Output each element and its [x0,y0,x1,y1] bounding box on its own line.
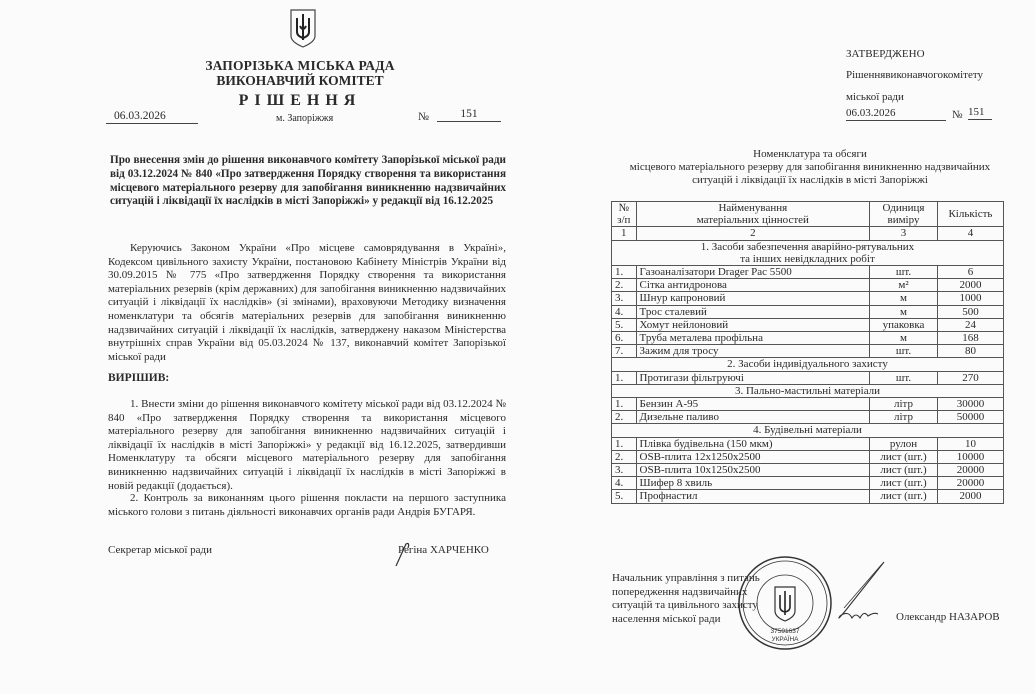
table-row: 3. OSB-плита 10x1250x2500 лист (шт.) 20000 [612,464,1004,477]
organization-subdivision: ВИКОНАВЧИЙ КОМІТЕТ [216,73,384,88]
head-position: Начальник управління з питань попередження надзвичайних ситуацій та цивільного захисту населення міської ради [612,572,760,625]
approval-line-3: міської ради [846,91,904,103]
table-row: 5. Профнастил лист (шт.) 2000 [612,490,1004,503]
column-numbers-row: 1 2 3 4 [612,227,1004,240]
table-row: 7. Зажим для тросу шт. 80 [612,345,1004,358]
approval-number-label: № [952,109,963,121]
approval-word: Рішення [846,69,886,81]
title-line: Номенклатура та обсяги [753,148,867,160]
number-label: № [418,111,429,123]
table-row: 4. Трос сталевий м 500 [612,305,1004,318]
approval-date: 06.03.2026 [846,107,946,121]
table-row: 4. Шифер 8 хвиль лист (шт.) 20000 [612,477,1004,490]
handwritten-signature-icon [826,560,886,630]
section-header: 4. Будівельні матеріали [612,424,1004,437]
head-name: Олександр НАЗАРОВ [896,611,1000,623]
approval-number: 151 [968,106,992,120]
header-quantity: Кількість [937,202,1003,227]
table-row: 1. Протигази фільтруючі шт. 270 [612,371,1004,384]
section-header: 3. Пально-мастильні матеріали [612,384,1004,397]
table-row: 1. Плівка будівельна (150 мкм) рулон 10 [612,437,1004,450]
approval-word: виконавчого [885,69,944,81]
title-line: місцевого матеріального резерву для запобігання виникненню надзвичайних [629,161,991,173]
approval-word: комітету [943,69,983,81]
resolution-item-1: 1. Внести зміни до рішення виконавчого комітету міської ради від 03.12.2024 № 840 «Про затвердження Порядку створення та використання місцевого матеріального резерву для запобігання виникненню надзвичайних ситуацій і ліквідації їх наслідків в місті Запоріжжі» у редакції від 16.12.2025, затвердивши Номенклатуру та обсяги місцевого матеріального резерву для запобігання виникненню надзвичайних ситуацій і ліквідації їх наслідків в місті Запоріжжі в новій редакції (додається). [108,398,506,492]
table-row: 6. Труба металева профільна м 168 [612,332,1004,345]
title-line: ситуацій і ліквідації їх наслідків в місті Запоріжжі [692,174,928,186]
table-row: 3. Шнур капроновий м 1000 [612,292,1004,305]
table-row: 2. OSB-плита 12x1250x2500 лист (шт.) 10000 [612,450,1004,463]
decision-subject: Про внесення змін до рішення виконавчого комітету Запорізької міської ради від 03.12.2024 № 840 «Про затвердження Порядку створення та використання місцевого матеріального резерву для запобігання виникненню надзвичайних ситуацій і ліквідації їх наслідків в місті Запоріжжі» у редакції від 16.12.2025 [110,154,506,208]
official-stamp-icon [737,555,833,651]
section-header: 1. Засоби забезпечення аварійно-рятувальних та інших невідкладних робіт [612,240,1004,265]
city-label: м. Запоріжжя [276,113,334,124]
header-number: № з/п [612,202,637,227]
table-header-row [612,202,1004,227]
approval-line-2 [846,69,982,81]
signatory-name: Регіна ХАРЧЕНКО [398,544,489,556]
preamble-paragraph: Керуючись Законом України «Про місцеве самоврядування в Україні», Кодексом цивільного захисту України, постановою Кабінету Міністрів України від 30.09.2015 № 775 «Про затвердження Порядку створення та використання матеріальних резервів (крім державних) для запобігання виникненню надзвичайних ситуацій і ліквідації їх наслідків» (зі змінами), враховуючи Методику визначення номенклатури та обсягів матеріальних резервів для запобігання виникненню надзвичайних ситуацій і ліквідації їх наслідків, затверджену наказом Міністерства внутрішніх справ України від 05.03.2024 № 137, виконавчий комітет Запорізької міської ради [108,242,506,363]
table-row: 5. Хомут нейлоновий упаковка 24 [612,318,1004,331]
nomenclature-title [600,148,1020,187]
document-type-title: РІШЕННЯ [238,92,362,109]
coat-of-arms-icon [289,8,317,48]
decision-number: 151 [437,107,501,122]
header-unit: Одиниця виміру [870,202,938,227]
resolution-item-2: 2. Контроль за виконанням цього рішення покласти на першого заступника міського голови з питань діяльності виконавчих органів ради Андрія БУГАРЯ. [108,492,506,518]
signatory-position: Секретар міської ради [108,544,213,556]
organization-name: ЗАПОРІЗЬКА МІСЬКА РАДА [205,58,395,73]
decision-date: 06.03.2026 [106,110,198,124]
section-header: 2. Засоби індивідуального захисту [612,358,1004,371]
resolved-heading: ВИРІШИВ: [108,372,170,384]
nomenclature-table [611,201,1004,504]
approval-label: ЗАТВЕРДЖЕНО [846,48,925,60]
table-row: 2. Сітка антидронова м² 2000 [612,279,1004,292]
svg-text:37591637: 37591637 [770,628,800,635]
table-row: 1. Газоаналізатори Drager Pac 5500 шт. 6 [612,266,1004,279]
header-name: Найменування матеріальних цінностей [636,202,870,227]
svg-text:УКРАЇНА: УКРАЇНА [771,636,799,643]
table-row: 2. Дизельне паливо літр 50000 [612,411,1004,424]
table-row: 1. Бензин А-95 літр 30000 [612,398,1004,411]
